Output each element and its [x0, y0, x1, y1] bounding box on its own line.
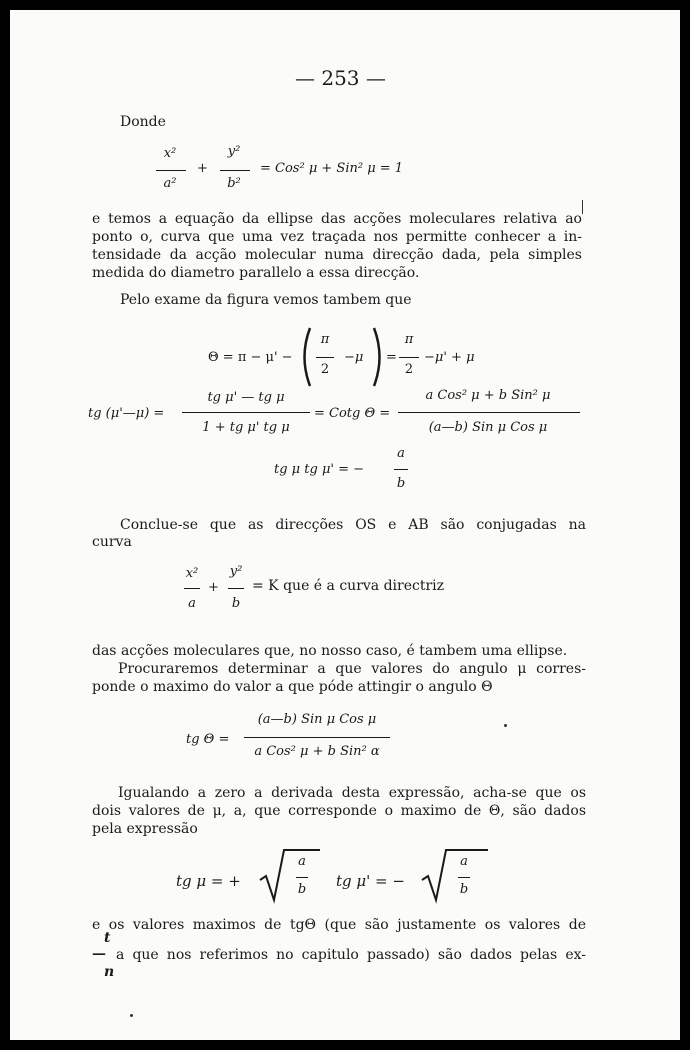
eq7-num2: a [460, 854, 468, 869]
eq6-num: (a—b) Sin μ Cos μ [257, 712, 377, 727]
ink-speck [130, 1014, 133, 1017]
para1-line: medida do diametro parallelo a essa direcção. [92, 265, 420, 281]
para1-line: tensidade da acção molecular numa direcção dada, pela simples [92, 247, 582, 263]
ink-speck [582, 200, 583, 214]
eq4-den: b [396, 476, 406, 491]
eq7-num1: a [298, 854, 306, 869]
ink-speck [504, 724, 507, 727]
eq2-rest: −μ' + μ [424, 350, 475, 365]
paragraph-6 [92, 916, 586, 934]
intro-word: Donde [120, 114, 166, 130]
paragraph-5 [92, 784, 586, 838]
para4-line: das acções moleculares que, no nosso caso, é tambem uma ellipse. [92, 643, 568, 659]
eq2-mu: −μ [344, 350, 364, 365]
paragraph-3 [120, 516, 586, 534]
eq7-lhs1: tg μ = + [176, 872, 241, 890]
eq2-equals: = [386, 350, 397, 365]
eq3-num1: tg μ' — tg μ [207, 390, 285, 405]
left-paren-icon [298, 326, 312, 388]
para3-line: curva [92, 534, 132, 550]
para3-line: Conclue-se que as direcções OS e AB são conjugadas na [120, 517, 586, 533]
para5-line: pela expressão [92, 821, 198, 837]
eq2-pi1: π [320, 332, 330, 347]
eq3-den2: (a—b) Sin μ Cos μ [428, 420, 548, 435]
eq2-pi2: π [404, 332, 414, 347]
margin-n: n [104, 964, 115, 980]
eq7-lhs2: tg μ' = − [336, 872, 405, 890]
eq4-num: a [397, 446, 405, 461]
eq3-num2: a Cos² μ + b Sin² μ [425, 388, 551, 403]
para6-line: a que nos referimos no capitulo passado) são dados pelas ex- [116, 947, 586, 963]
eq5-plus: + [208, 580, 219, 595]
right-paren-icon [372, 326, 386, 388]
page-number: — 253 — [295, 66, 386, 90]
sqrt-icon [256, 846, 322, 904]
para4-line: ponde o maximo do valor a que póde attingir o angulo Θ [92, 679, 493, 695]
para4-line: Procuraremos determinar a que valores do angulo μ corres- [118, 661, 586, 677]
eq3-den1: 1 + tg μ' tg μ [202, 420, 290, 435]
eq3-lhs: tg (μ'—μ) = [88, 406, 165, 421]
eq6-den: a Cos² μ + b Sin² α [254, 744, 380, 759]
paragraph-6b [116, 946, 586, 964]
para5-line: dois valores de μ, a, que corresponde o maximo de Θ, são dados [92, 803, 586, 819]
eq1-num1: x² [163, 146, 177, 161]
eq5-den1: a [188, 596, 196, 611]
eq6-lhs: tg Θ = [186, 732, 230, 747]
eq3-mid: = Cotg Θ = [314, 406, 391, 421]
eq5-num1: x² [185, 566, 199, 581]
margin-t: t [104, 930, 111, 946]
paragraph-4b [92, 660, 586, 696]
eq5-rhs: = K que é a curva directriz [252, 578, 445, 594]
paragraph-2: Pelo exame da figura vemos tambem que [120, 292, 412, 308]
eq5-den2: b [231, 596, 241, 611]
eq2-lhs: Θ = π − μ' − [208, 350, 293, 365]
para1-line: e temos a equação da ellipse das acções moleculares relativa ao [92, 211, 582, 227]
paragraph-1 [92, 210, 582, 282]
eq1-rhs: = Cos² μ + Sin² μ = 1 [260, 161, 404, 176]
eq7-den2: b [459, 882, 469, 897]
para1-line: ponto o, curva que uma vez traçada nos permitte conhecer a in- [92, 229, 582, 245]
scanned-page [10, 10, 680, 1040]
eq2-two2: 2 [404, 362, 414, 377]
eq7-den1: b [297, 882, 307, 897]
eq2-two1: 2 [320, 362, 330, 377]
para5-line: Igualando a zero a derivada desta expressão, acha-se que os [118, 785, 586, 801]
paragraph-4 [92, 642, 586, 660]
margin-dash: — [92, 946, 106, 962]
eq1-plus: + [197, 161, 208, 176]
eq4-lhs: tg μ tg μ' = − [274, 462, 365, 477]
eq1-den1: a² [163, 176, 177, 191]
eq5-num2: y² [229, 564, 243, 579]
eq1-den2: b² [227, 176, 241, 191]
eq1-num2: y² [227, 144, 241, 159]
para6-line: e os valores maximos de tgΘ (que são justamente os valores de [92, 917, 586, 933]
